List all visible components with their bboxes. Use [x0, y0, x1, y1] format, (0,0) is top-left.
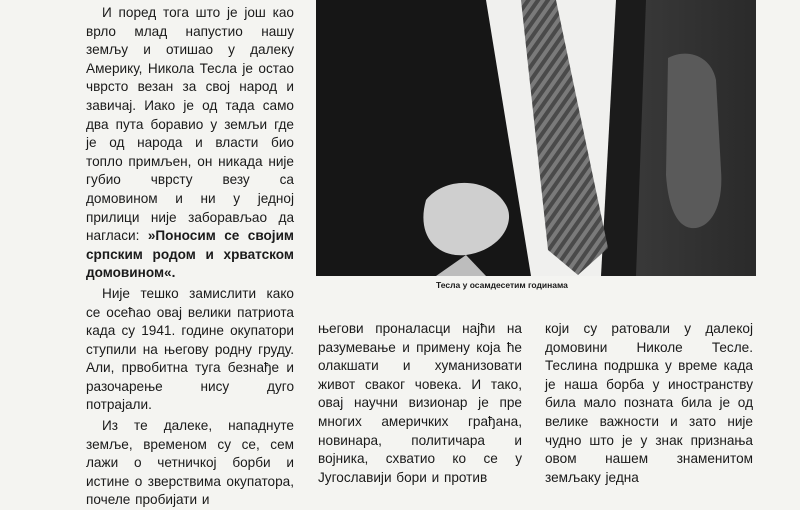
article-column-middle: [318, 320, 522, 487]
paragraph-text: И поред тога што је још као врло млад напустио нашу земљу и отишао у далеку Америку, Никола Тесла је остао чврсто везан за свој народ и завичај. Иако је од тада само два пута боравио у земљи где је од народа и власти био топло примљен, он никада није губио чврсту везу са домовином и ни у једној прилици није заборављао да нагласи:: [86, 5, 294, 244]
tesla-portrait-illustration: [316, 0, 756, 276]
article-paragraph: Из те далеке, нападнуте земље, временом су се, сем лажи о четничкој борби и истине о зверствима окупатора, почеле пробијати и: [86, 418, 294, 508]
article-paragraph: [86, 4, 294, 283]
tesla-quote: »Поносим се својим српским родом и хрватском домовином«.: [86, 228, 294, 281]
article-paragraph: његови проналасци најћи на разумевање и примену која ће олакшати и хуманизовати живот сваког човека. И тако, овај научни визионар је пре многих америчких грађана, новинара, политичара и војника, схватио ко се у Југославији бори и против: [318, 321, 522, 485]
photo-caption: Тесла у осамдесетим годинама: [436, 280, 568, 290]
article-paragraph: који су ратовали у далекој домовини Николе Тесле. Теслина подршка у време када је наша борба у иностранству била мало позната била је од велике важности и зато није чудно што је у знак признања овом нашем знаменитом земљаку једна: [545, 321, 753, 485]
article-column-right: [545, 320, 753, 487]
article-column-left: [86, 4, 294, 510]
tesla-photo: [316, 0, 756, 276]
article-paragraph: Није тешко замислити како се осећао овај велики патриота када су 1941. године окупатори ступили на његову родну груду. Али, првобитна туга безнађе и разочарење нису дуго потрајали.: [86, 285, 294, 413]
